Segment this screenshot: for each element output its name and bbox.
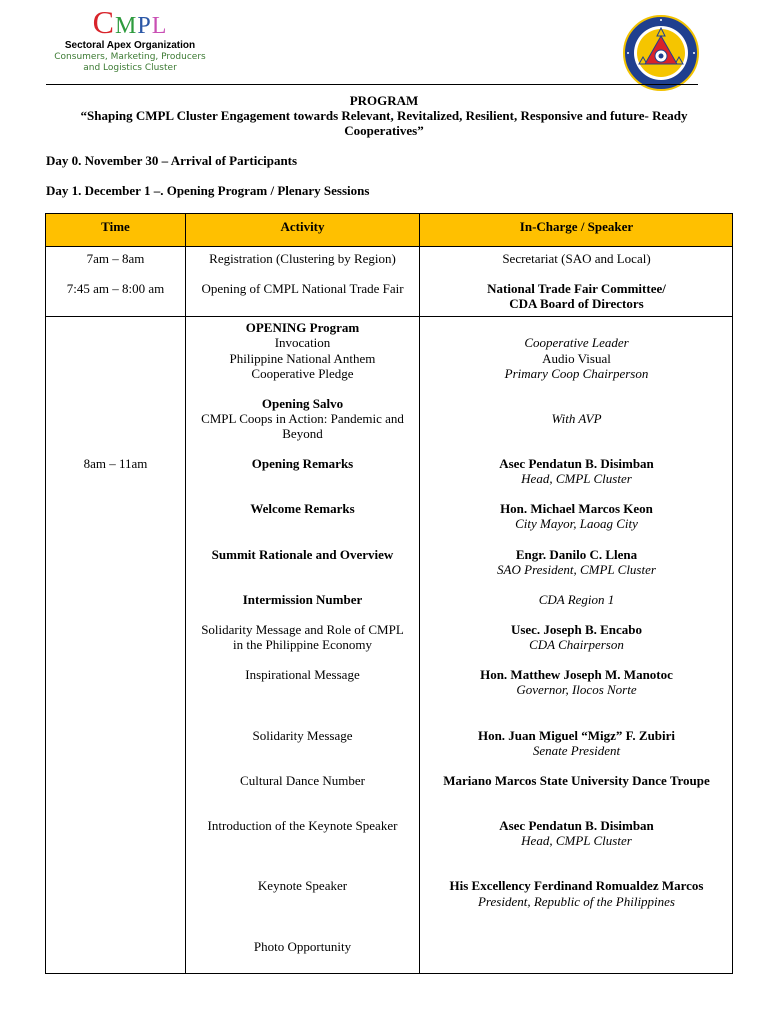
activity-cultural-dance: Cultural Dance Number: [240, 773, 365, 788]
logo-letter-m: M: [114, 13, 138, 39]
speaker-role: Senate President: [532, 743, 621, 758]
row2-time: 7:45 am – 8:00 am: [66, 281, 165, 296]
speaker-role: Head, CMPL Cluster: [521, 471, 632, 486]
logo-cluster-line1: Consumers, Marketing, Producers: [54, 52, 206, 62]
activity-solidarity-role: Solidarity Message and Role of CMPL in the Philippine Economy: [201, 622, 404, 652]
cmpl-logo: [40, 4, 220, 74]
cmpl-logo-mark: [40, 4, 220, 40]
cooperative-development-authority-seal-icon: [622, 14, 700, 92]
row1-time: 7am – 8am: [86, 251, 145, 266]
logo-letter-c: C: [92, 4, 115, 40]
opening-invocation: Invocation: [274, 335, 331, 350]
activity-welcome-remarks: Welcome Remarks: [250, 501, 355, 516]
logo-cluster-line2: and Logistics Cluster: [83, 63, 177, 73]
row2-speaker-line1: National Trade Fair Committee/: [487, 281, 666, 296]
speaker-role: CDA Chairperson: [529, 637, 624, 652]
speaker-name: His Excellency Ferdinand Romualdez Marcos: [449, 878, 704, 893]
opening-salvo-title: Opening Salvo: [261, 396, 344, 411]
opening-pledge: Cooperative Pledge: [251, 366, 354, 381]
row2-speaker-line2: CDA Board of Directors: [509, 296, 644, 311]
speaker-role: SAO President, CMPL Cluster: [497, 562, 656, 577]
opening-speaker-3: Primary Coop Chairperson: [504, 366, 649, 381]
speaker-role: Governor, Ilocos Norte: [516, 682, 637, 697]
header-speaker: In-Charge / Speaker: [519, 219, 634, 234]
row-divider: [46, 316, 732, 317]
activity-inspirational-message: Inspirational Message: [245, 667, 360, 682]
opening-anthem: Philippine National Anthem: [229, 351, 376, 366]
main-session-time: 8am – 11am: [83, 456, 148, 471]
logo-letter-l: L: [151, 13, 168, 39]
opening-speaker-1: Cooperative Leader: [524, 335, 629, 350]
header-time: Time: [101, 219, 130, 234]
program-table: [45, 213, 733, 974]
day0-heading: Day 0. November 30 – Arrival of Participants: [46, 153, 298, 168]
speaker-name: Mariano Marcos State University Dance Troupe: [443, 773, 710, 788]
logo-letter-p: P: [137, 13, 152, 39]
row1-speaker: Secretariat (SAO and Local): [502, 251, 651, 266]
header-activity: Activity: [280, 219, 325, 234]
logo-subtitle: Sectoral Apex Organization: [64, 40, 196, 51]
activity-photo-opportunity: Photo Opportunity: [253, 939, 352, 954]
day1-heading: Day 1. December 1 –. Opening Program / Plenary Sessions: [46, 183, 370, 198]
speaker-role: President, Republic of the Philippines: [477, 894, 675, 909]
opening-program-title: OPENING Program: [245, 320, 360, 335]
activity-intermission: Intermission Number: [242, 592, 363, 607]
row2-activity: Opening of CMPL National Trade Fair: [201, 281, 404, 296]
speaker-name: Engr. Danilo C. Llena: [515, 547, 638, 562]
program-subtitle: “Shaping CMPL Cluster Engagement towards Relevant, Revitalized, Resilient, Responsive and future- Ready Cooperatives”: [80, 108, 688, 138]
header-divider: [46, 84, 698, 85]
row-divider: [46, 246, 732, 247]
activity-keynote-speaker: Keynote Speaker: [257, 878, 348, 893]
opening-speaker-2: Audio Visual: [542, 351, 611, 366]
speaker-name: Asec Pendatun B. Disimban: [499, 456, 654, 471]
speaker-name: Usec. Joseph B. Encabo: [510, 622, 643, 637]
speaker-role: City Mayor, Laoag City: [515, 516, 638, 531]
activity-opening-remarks: Opening Remarks: [251, 456, 354, 471]
opening-salvo-text: CMPL Coops in Action: Pandemic and Beyond: [201, 411, 404, 441]
row1-activity: Registration (Clustering by Region): [209, 251, 396, 266]
program-title: PROGRAM: [349, 93, 419, 108]
speaker-name: Hon. Michael Marcos Keon: [500, 501, 653, 516]
activity-solidarity-message: Solidarity Message: [252, 728, 353, 743]
activity-summit-rationale: Summit Rationale and Overview: [211, 547, 394, 562]
speaker-name: Hon. Juan Miguel “Migz” F. Zubiri: [477, 728, 676, 743]
speaker-name: Asec Pendatun B. Disimban: [499, 818, 654, 833]
activity-keynote-intro: Introduction of the Keynote Speaker: [207, 818, 398, 833]
opening-salvo-speaker: With AVP: [551, 411, 602, 426]
speaker-name: Hon. Matthew Joseph M. Manotoc: [480, 667, 673, 682]
speaker-role: CDA Region 1: [538, 592, 615, 607]
speaker-role: Head, CMPL Cluster: [521, 833, 632, 848]
